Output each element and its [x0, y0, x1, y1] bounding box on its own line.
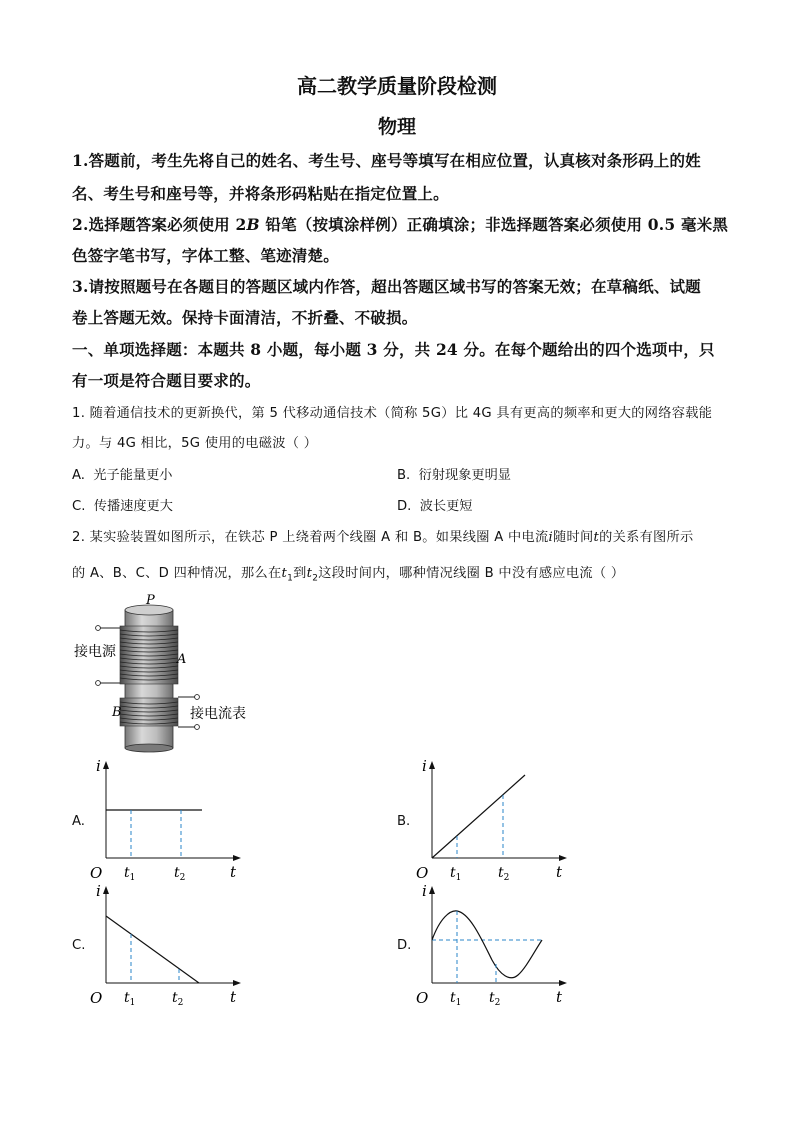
exam-title: 高二教学质量阶段检测: [297, 74, 497, 98]
q1-option-c[interactable]: C. 传播速度更大: [72, 499, 173, 514]
q1-stem-line-1: 1. 随着通信技术的更新换代，第 5 代移动通信技术（简称 5G）比 4G 具有更高的频率和更大的网络容载能: [72, 406, 713, 421]
label-ammeter: 接电流表: [190, 706, 246, 722]
coil-a: [120, 626, 178, 684]
svg-text:t2: $t_2$: [172, 990, 184, 1008]
svg-text:O: O: [90, 864, 103, 882]
svg-text:t1: $t_1$: [450, 990, 462, 1008]
curve-decreasing: [106, 916, 199, 983]
svg-text:t: t: [230, 988, 237, 1006]
curve-sinusoidal: [432, 911, 542, 978]
svg-text:i: i: [96, 757, 101, 775]
svg-text:t: t: [556, 988, 563, 1006]
label-coil-a: A: [177, 652, 187, 667]
graph-a: [86, 755, 256, 885]
instruction-1-line-1: 1.答题前，考生先将自己的姓名、考生号、座号等填写在相应位置，认真核对条形码上的姓: [72, 151, 701, 170]
label-coil-b: B: [112, 705, 122, 720]
svg-text:t2: $t_2$: [174, 865, 186, 883]
q1-option-a[interactable]: A. 光子能量更小: [72, 468, 173, 483]
section-heading-line-2: 有一项是符合题目要求的。: [72, 371, 261, 390]
svg-text:t: t: [556, 863, 563, 881]
svg-text:O: O: [90, 989, 103, 1007]
subject-title: 物理: [377, 116, 416, 138]
svg-text:t2: $t_2$: [498, 865, 510, 883]
q1-option-d[interactable]: D. 波长更短: [397, 499, 473, 514]
instruction-1-line-2: 名、考生号和座号等，并将条形码粘贴在指定位置上。: [72, 184, 449, 203]
svg-text:t1: $t_1$: [450, 865, 462, 883]
svg-text:t: t: [230, 863, 237, 881]
instruction-3-line-2: 卷上答题无效。保持卡面清洁，不折叠、不破损。: [72, 308, 418, 327]
q2-stem-line-2: 的 A、B、C、D 四种情况，那么在$t_1$到$t_2$这段时间内，哪种情况线圈 B 中没有感应电流（ ）: [72, 566, 625, 584]
instruction-2-line-1: 2.选择题答案必须使用 2B 铅笔（按填涂样例）正确填涂；非选择题答案必须使用 0.5 毫米黑: [72, 215, 729, 234]
svg-text:i: i: [96, 882, 101, 900]
svg-text:t1: $t_1$: [124, 990, 136, 1008]
svg-text:t1: $t_1$: [124, 865, 136, 883]
pencil-grade-var: B: [246, 215, 260, 234]
graph-a-label[interactable]: A.: [72, 814, 85, 829]
label-core-p: P: [146, 593, 155, 608]
svg-text:O: O: [416, 989, 429, 1007]
q1-stem-line-2: 力。与 4G 相比，5G 使用的电磁波（ ）: [72, 436, 318, 451]
coil-b: [120, 698, 178, 726]
label-power-source: 接电源: [74, 644, 116, 660]
meter-terminal-top: [195, 695, 200, 700]
svg-text:i: i: [422, 757, 427, 775]
svg-text:t2: $t_2$: [489, 990, 501, 1008]
svg-text:i: i: [422, 882, 427, 900]
section-heading-line-1: 一、单项选择题：本题共 8 小题，每小题 3 分，共 24 分。在每个题给出的四个选项中，只: [72, 340, 715, 359]
svg-text:O: O: [416, 864, 429, 882]
meter-terminal-bottom: [195, 725, 200, 730]
graph-b-label[interactable]: B.: [397, 814, 411, 829]
coil-apparatus-figure: [74, 590, 280, 755]
graph-d-label[interactable]: D.: [397, 938, 412, 953]
source-terminal-top: [96, 626, 101, 631]
graph-d: [412, 880, 582, 1010]
graph-c: [86, 880, 256, 1010]
q2-stem-line-1: 2. 某实验装置如图所示，在铁芯 P 上绕着两个线圈 A 和 B。如果线圈 A 中电流i随时间t的关系有图所示: [72, 530, 694, 545]
instruction-3-line-1: 3.请按照题号在各题目的答题区域内作答，超出答题区域书写的答案无效；在草稿纸、试题: [72, 277, 701, 296]
graph-c-label[interactable]: C.: [72, 938, 86, 953]
curve-increasing: [432, 775, 525, 858]
graph-b: [412, 755, 582, 885]
q1-option-b[interactable]: B. 衍射现象更明显: [397, 468, 511, 483]
source-terminal-bottom: [96, 681, 101, 686]
instruction-2-line-2: 色签字笔书写，字体工整、笔迹清楚。: [72, 246, 339, 265]
